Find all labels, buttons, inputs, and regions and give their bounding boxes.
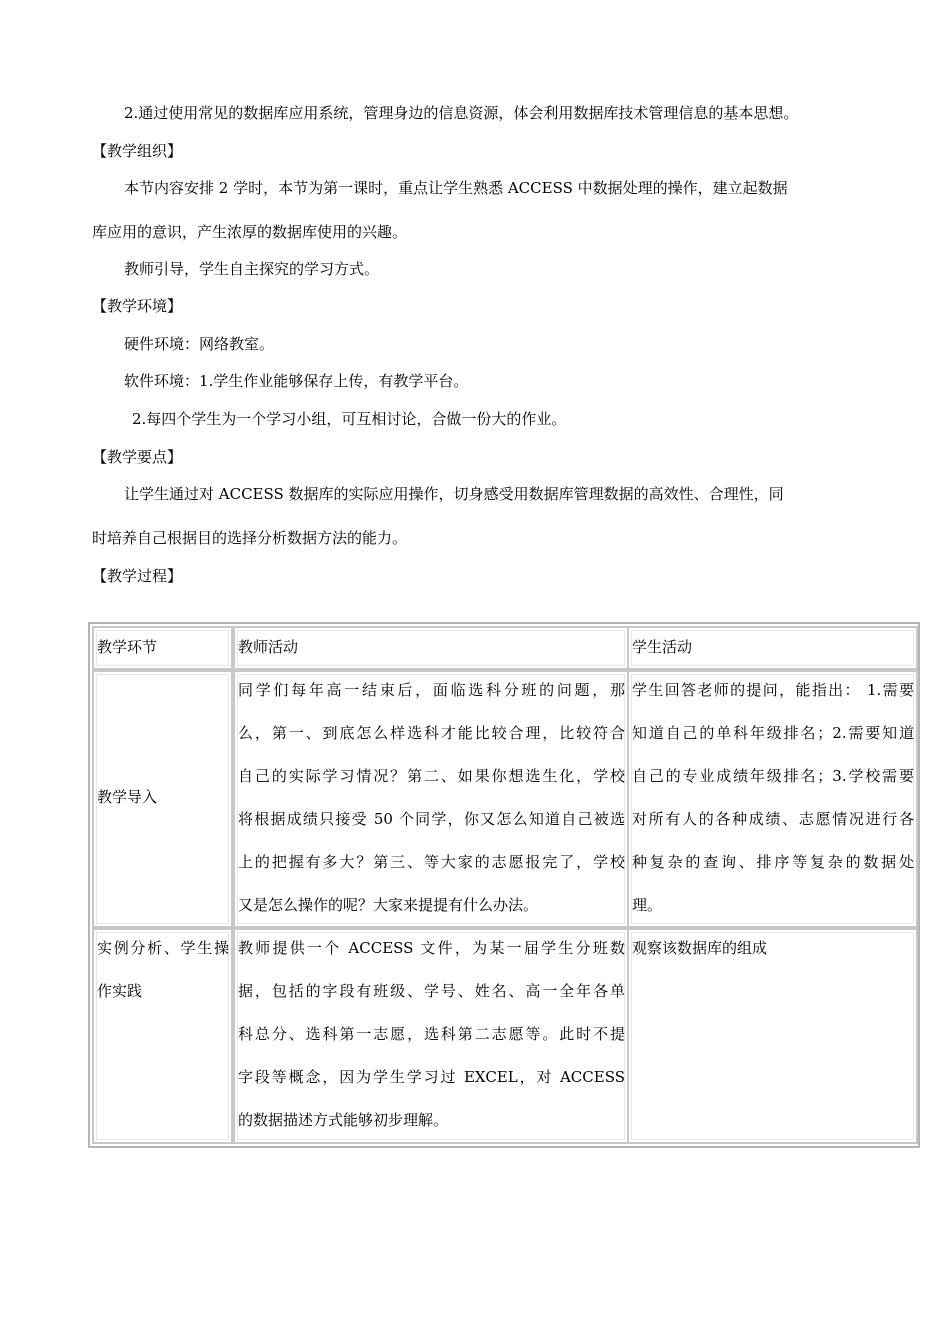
student-activity-line: 知道自己的单科年级排名；2.需要知道 xyxy=(632,724,914,742)
teacher-activity-line: 自己的实际学习情况？第二、如果你想选生化，学校 xyxy=(238,767,625,785)
table-header-stage xyxy=(92,626,233,670)
heading-teaching-process: 【教学过程】 xyxy=(92,567,183,585)
teacher-activity-line: 将根据成绩只接受 50 个同学，你又怎么知道自己被选 xyxy=(238,810,625,828)
paragraph-key-points-line1: 让学生通过对 ACCESS 数据库的实际应用操作，切身感受用数据库管理数据的高效性、合理性，同 xyxy=(124,485,784,503)
stage-label-line: 作实践 xyxy=(97,982,143,1000)
table-header-label: 教学环节 xyxy=(97,638,158,656)
table-cell-student-activity xyxy=(627,670,918,928)
teacher-activity-line: 科总分、选科第一志愿，选科第二志愿等。此时不提 xyxy=(238,1025,625,1043)
heading-teaching-organization: 【教学组织】 xyxy=(92,142,183,160)
teacher-activity-line: 教师提供一个 ACCESS 文件，为某一届学生分班数 xyxy=(238,939,625,957)
student-activity-line: 观察该数据库的组成 xyxy=(632,939,768,957)
paragraph-organization-line1: 本节内容安排 2 学时，本节为第一课时，重点让学生熟悉 ACCESS 中数据处理的操作，建立起数据 xyxy=(124,179,788,197)
table-header-label: 教师活动 xyxy=(238,638,299,656)
table-cell-stage xyxy=(92,928,233,1144)
table-cell-student-activity xyxy=(627,928,918,1144)
student-activity-line: 学生回答老师的提问，能指出： 1.需要 xyxy=(632,681,914,699)
table-header-student xyxy=(627,626,918,670)
teacher-activity-line: 同学们每年高一结束后，面临选科分班的问题，那 xyxy=(238,681,625,699)
table-cell-teacher-activity xyxy=(233,928,629,1144)
student-activity-line: 理。 xyxy=(632,896,663,914)
teacher-activity-line: 上的把握有多大？第三、等大家的志愿报完了，学校 xyxy=(238,853,625,871)
table-header-teacher xyxy=(233,626,629,670)
teacher-activity-line: 又是怎么操作的呢？大家来提提有什么办法。 xyxy=(238,896,539,914)
teaching-process-table xyxy=(88,622,920,1148)
paragraph-hardware-environment: 硬件环境：网络教室。 xyxy=(124,335,275,353)
table-cell-stage xyxy=(92,670,233,928)
stage-label: 教学导入 xyxy=(97,788,158,806)
table-cell-teacher-activity xyxy=(233,670,629,928)
heading-teaching-key-points: 【教学要点】 xyxy=(92,448,183,466)
paragraph-software-environment: 软件环境：1.学生作业能够保存上传，有教学平台。 xyxy=(124,372,469,390)
heading-teaching-environment: 【教学环境】 xyxy=(92,297,183,315)
paragraph-key-points-line2: 时培养自己根据目的选择分析数据方法的能力。 xyxy=(92,529,408,547)
teacher-activity-line: 据，包括的字段有班级、学号、姓名、高一全年各单 xyxy=(238,982,625,1000)
student-activity-line: 对所有人的各种成绩、志愿情况进行各 xyxy=(632,810,914,828)
student-activity-line: 自己的专业成绩年级排名；3.学校需要 xyxy=(632,767,914,785)
stage-label-line: 实例分析、学生操 xyxy=(97,939,229,957)
table-header-label: 学生活动 xyxy=(632,638,693,656)
paragraph-organization-line2: 库应用的意识，产生浓厚的数据库使用的兴趣。 xyxy=(92,223,408,241)
paragraph-group-work: 2.每四个学生为一个学习小组，可互相讨论，合做一份大的作业。 xyxy=(132,410,567,428)
teacher-activity-line: 的数据描述方式能够初步理解。 xyxy=(238,1111,449,1129)
paragraph-objective-2: 2.通过使用常见的数据库应用系统，管理身边的信息资源，体会利用数据库技术管理信息的基本思想。 xyxy=(124,104,799,122)
teacher-activity-line: 字段等概念，因为学生学习过 EXCEL，对 ACCESS xyxy=(238,1068,625,1086)
teacher-activity-line: 么，第一、到底怎么样选科才能比较合理，比较符合 xyxy=(238,724,625,742)
paragraph-teaching-method: 教师引导，学生自主探究的学习方式。 xyxy=(124,260,380,278)
student-activity-line: 种复杂的查询、排序等复杂的数据处 xyxy=(632,853,914,871)
